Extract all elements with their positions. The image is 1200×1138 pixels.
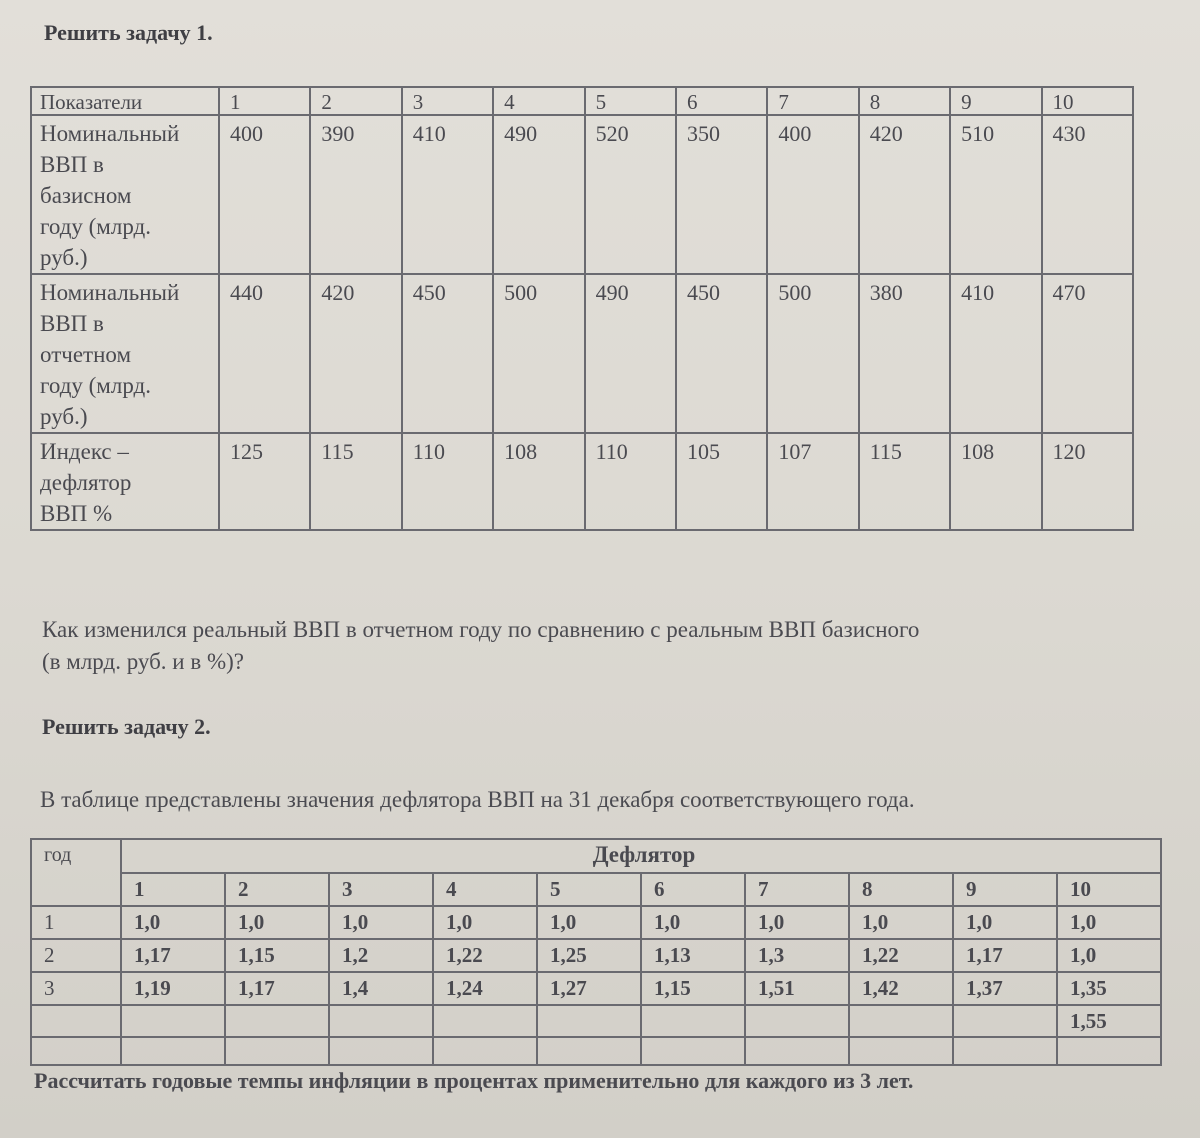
table-cell: 470	[1042, 274, 1133, 433]
table-cell: 1,37	[953, 972, 1057, 1005]
table-cell: 1,2	[329, 939, 433, 972]
column-header: 10	[1042, 87, 1133, 115]
table-cell: 410	[950, 274, 1041, 433]
table-cell: 1,0	[225, 906, 329, 939]
task2-title-row	[31, 839, 1161, 873]
table-cell: 380	[859, 274, 950, 433]
column-header: 5	[537, 873, 641, 906]
empty-cell	[329, 1005, 433, 1037]
table-cell: 1,22	[433, 939, 537, 972]
column-header: 1	[219, 87, 310, 115]
empty-cell	[121, 1037, 225, 1065]
row-label-line: году (млрд.	[40, 214, 151, 239]
table-cell: 510	[950, 115, 1041, 274]
year-cell: 2	[31, 939, 121, 972]
empty-cell	[849, 1005, 953, 1037]
table-cell: 1,0	[433, 906, 537, 939]
task2-intro: В таблице представлены значения дефлятора ВВП на 31 декабря соответствующего года.	[40, 787, 915, 812]
table-row	[31, 274, 1133, 433]
table-cell: 1,0	[1057, 939, 1161, 972]
table-cell: 110	[585, 433, 676, 530]
task1-question	[42, 614, 919, 678]
table-cell: 450	[676, 274, 767, 433]
row-label-line: Номинальный	[40, 280, 180, 305]
column-header: 9	[953, 873, 1057, 906]
table-cell: 1,0	[1057, 906, 1161, 939]
empty-cell	[537, 1005, 641, 1037]
table-cell: 1,35	[1057, 972, 1161, 1005]
empty-cell	[641, 1005, 745, 1037]
row-label-line: отчетном	[40, 342, 132, 367]
table-cell: 1,17	[225, 972, 329, 1005]
table-cell: 1,15	[225, 939, 329, 972]
task2-column-row	[31, 873, 1161, 906]
table-cell: 107	[767, 433, 858, 530]
table-cell: 110	[402, 433, 493, 530]
table-cell: 390	[310, 115, 401, 274]
row-label-line: ВВП в	[40, 311, 104, 336]
empty-cell	[953, 1037, 1057, 1065]
empty-cell	[31, 1037, 121, 1065]
empty-cell	[745, 1037, 849, 1065]
row-label-line: Номинальный	[40, 121, 180, 146]
table-row	[31, 972, 1161, 1005]
task2-heading: Решить задачу 2.	[42, 714, 211, 739]
year-cell: 3	[31, 972, 121, 1005]
empty-cell	[121, 1005, 225, 1037]
task2-footer: Рассчитать годовые темпы инфляции в процентах применительно для каждого из 3 лет.	[34, 1068, 914, 1093]
row-label-line: ВВП %	[40, 501, 113, 526]
question-line: (в млрд. руб. и в %)?	[42, 649, 244, 674]
column-header: 4	[433, 873, 537, 906]
deflator-group-header: Дефлятор	[121, 839, 1161, 873]
column-header: 9	[950, 87, 1041, 115]
table-cell: 105	[676, 433, 767, 530]
column-header: 4	[493, 87, 584, 115]
table-cell: 420	[859, 115, 950, 274]
table-cell: 1,27	[537, 972, 641, 1005]
table-row	[31, 906, 1161, 939]
row-label-line: базисном	[40, 183, 132, 208]
task1-heading: Решить задачу 1.	[44, 20, 213, 45]
column-header: 2	[225, 873, 329, 906]
table-cell: 1,24	[433, 972, 537, 1005]
table-cell: 1,4	[329, 972, 433, 1005]
row-label-line: руб.)	[40, 245, 88, 270]
empty-cell	[433, 1037, 537, 1065]
table-cell: 350	[676, 115, 767, 274]
table-cell: 410	[402, 115, 493, 274]
table-cell: 1,19	[121, 972, 225, 1005]
table-row	[31, 115, 1133, 274]
table-cell: 1,0	[641, 906, 745, 939]
column-header: 8	[849, 873, 953, 906]
column-header: 7	[745, 873, 849, 906]
column-header: 8	[859, 87, 950, 115]
table-cell: 1,17	[953, 939, 1057, 972]
row-label-line: году (млрд.	[40, 373, 151, 398]
row-label	[31, 115, 219, 274]
table-cell: 115	[310, 433, 401, 530]
table-cell: 125	[219, 433, 310, 530]
empty-cell	[1057, 1037, 1161, 1065]
header-label: Показатели	[31, 87, 219, 115]
row-label-line: руб.)	[40, 404, 88, 429]
task2-table	[30, 838, 1162, 1066]
table-cell: 1,17	[121, 939, 225, 972]
table-row	[31, 433, 1133, 530]
table-cell: 420	[310, 274, 401, 433]
table-cell: 400	[767, 115, 858, 274]
empty-cell	[225, 1037, 329, 1065]
task1-table	[30, 86, 1134, 531]
year-header: год	[31, 839, 121, 906]
row-label	[31, 433, 219, 530]
column-header: 5	[585, 87, 676, 115]
table-cell: 1,15	[641, 972, 745, 1005]
empty-cell	[849, 1037, 953, 1065]
year-cell: 1	[31, 906, 121, 939]
row-label	[31, 274, 219, 433]
table-cell: 1,0	[537, 906, 641, 939]
table-cell: 490	[585, 274, 676, 433]
empty-cell	[745, 1005, 849, 1037]
table-cell: 400	[219, 115, 310, 274]
table-cell: 450	[402, 274, 493, 433]
column-header: 6	[676, 87, 767, 115]
question-line: Как изменился реальный ВВП в отчетном году по сравнению с реальным ВВП базисного	[42, 617, 920, 642]
table-cell: 1,0	[953, 906, 1057, 939]
empty-cell	[225, 1005, 329, 1037]
table-cell: 440	[219, 274, 310, 433]
table-cell: 108	[493, 433, 584, 530]
table-row	[31, 939, 1161, 972]
table-cell: 108	[950, 433, 1041, 530]
column-header: 6	[641, 873, 745, 906]
column-header: 1	[121, 873, 225, 906]
column-header: 7	[767, 87, 858, 115]
row-label-line: дефлятор	[40, 470, 132, 495]
table-cell: 1,22	[849, 939, 953, 972]
table-cell: 1,0	[121, 906, 225, 939]
table-cell: 1,0	[745, 906, 849, 939]
table-cell: 500	[493, 274, 584, 433]
table-cell: 1,55	[1057, 1005, 1161, 1037]
table-cell: 520	[585, 115, 676, 274]
table-cell: 1,3	[745, 939, 849, 972]
empty-cell	[433, 1005, 537, 1037]
table-cell: 1,0	[849, 906, 953, 939]
column-header: 10	[1057, 873, 1161, 906]
table-row	[31, 1005, 1161, 1037]
column-header: 3	[329, 873, 433, 906]
table-cell: 115	[859, 433, 950, 530]
column-header: 3	[402, 87, 493, 115]
empty-cell	[641, 1037, 745, 1065]
empty-cell	[329, 1037, 433, 1065]
table-cell: 1,13	[641, 939, 745, 972]
task1-header-row	[31, 87, 1133, 115]
table-cell: 120	[1042, 433, 1133, 530]
row-label-line: ВВП в	[40, 152, 104, 177]
table-cell: 1,51	[745, 972, 849, 1005]
table-cell: 1,0	[329, 906, 433, 939]
column-header: 2	[310, 87, 401, 115]
empty-cell	[537, 1037, 641, 1065]
table-cell: 490	[493, 115, 584, 274]
table-cell: 1,42	[849, 972, 953, 1005]
table-cell: 430	[1042, 115, 1133, 274]
row-label-line: Индекс –	[40, 439, 129, 464]
empty-cell	[31, 1005, 121, 1037]
table-cell: 500	[767, 274, 858, 433]
table-cell: 1,25	[537, 939, 641, 972]
table-row	[31, 1037, 1161, 1065]
empty-cell	[953, 1005, 1057, 1037]
